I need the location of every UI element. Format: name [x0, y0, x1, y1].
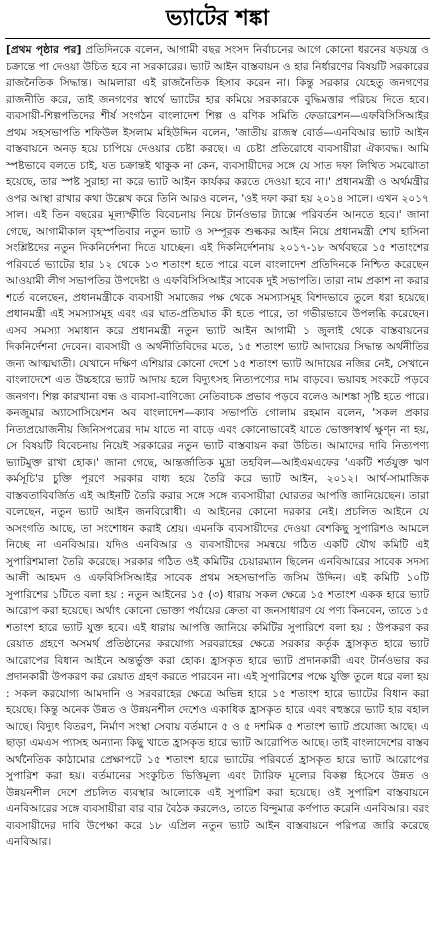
article-body	[6, 42, 429, 938]
continuation-label: [প্রথম পৃষ্ঠার পর]	[6, 44, 82, 56]
article-paragraph	[6, 42, 429, 851]
article-headline: ভ্যাটের শঙ্কা	[166, 6, 269, 31]
article-text: প্রতিদিনকে বলেন, আগামী বছর সংসদ নির্বাচনের আগে কোনো ধরনের ষড়যন্ত্র ও চক্রান্তে পা দেওয়া উচিত হবে না সরকারের। ভ্যাট আইন বাস্তবায়ন ও হার নির্ধারণের বিষয়টি সরকারের রাজনৈতিক সিদ্ধান্ত। আমলারা এই রাজনৈতিক হিসাব করেন না। কিন্তু সরকার যেহেতু জনগণের রাজনীতি করে, তাই জনগণের স্বার্থে ভ্যাটের হার কমিয়ে সরকারকে বুদ্ধিমত্তার পরিচয় দিতে হবে। ব্যবসায়ী-শিল্পপতিদের শীর্ষ সংগঠন বাংলাদেশ শিল্প ও বণিক সমিতি ফেডারেশন—এফবিসিসিআইর প্রথম সহসভাপতি শফিউল ইসলাম মহিউদ্দিন বলেন, 'জাতীয় রাজস্ব বোর্ড—এনবিআর ভ্যাট আইন বাস্তবায়নে অনড় হয়ে চাপিয়ে দেওয়ার চেষ্টা করছে। এ চেষ্টা প্রতিরোধে ব্যবসায়ীরা ঐক্যবদ্ধ। আমি স্পষ্টভাবে বলতে চাই, যত চক্রান্তই থাকুক না কেন, ব্যবসায়ীদের সঙ্গে যে সাত দফা লিখিত সমঝোতা হয়েছে, তার স্পষ্ট সুরাহা না করে ভ্যাট আইন কার্যকর করতে দেওয়া হবে না।' প্রধানমন্ত্রী ও অর্থমন্ত্রীর ওপর আস্থা রাখার কথা উল্লেখ করে তিনি আরও বলেন, 'ওই দফা করা হয় ২০১৪ সালে। এখন ২০১৭ সাল। এই তিন বছরের মূল্যস্ফীতি বিবেচনায় নিয়ে টার্নওভার ট্যাক্সে পরিবর্তন আনতে হবে।' জানা গেছে, আগামীকাল বৃহস্পতিবার নতুন ভ্যাট ও সম্পূরক শুল্ককর আইন নিয়ে প্রধানমন্ত্রী শেখ হাসিনা সংশ্লিষ্টদের নতুন দিকনির্দেশনা দিতে যাচ্ছেন। এই দিকনির্দেশনায় ২০১৭-১৮ অর্থবছরে ১৫ শতাংশের পরিবর্তে ভ্যাটের হার ১২ থেকে ১৩ শতাংশ হতে পারে বলে বাংলাদেশ প্রতিদিনকে নিশ্চিত করেছেন আওয়ামী লীগ সভাপতির উপদেষ্টা ও এফবিসিসিআইর সাবেক দুই সভাপতি। তারা নাম প্রকাশ না করার শর্তে বলেছেন, প্রধানমন্ত্রীকে ব্যবসায়ী সমাজের পক্ষ থেকে সমস্যাসমূহ বিশদভাবে তুলে ধরা হয়েছে। প্রধানমন্ত্রী এই সমস্যাসমূহ এবং এর ঘাত-প্রতিঘাত কী হতে পারে, তা গভীরভাবে উপলব্ধি করেছেন। এসব সমস্যা সমাধান করে প্রধানমন্ত্রী নতুন ভ্যাট আইন আগামী ১ জুলাই থেকে বাস্তবায়নের দিকনির্দেশনা দেবেন। ব্যবসায়ী ও অর্থনীতিবিদের মতে, ১৫ শতাংশ ভ্যাট আদায়ের সিদ্ধান্ত অর্থনীতির জন্য আত্মঘাতী। যেখানে দক্ষিণ এশিয়ার কোনো দেশে ১৫ শতাংশ ভ্যাট আদায়ের নজির নেই, সেখানে বাংলাদেশে এত উচ্চহারে ভ্যাট আদায় হলে বিদ্যুৎসহ নিত্যপণ্যের দাম বাড়বে। ভয়াবহ সংকটে পড়বে জনগণ। শিল্প কারখানা বন্ধ ও ব্যবসা-বাণিজ্যে নেতিবাচক প্রভাব পড়বে বলেও আশঙ্কা সৃষ্টি হতে পারে। কনজুমার অ্যাসোসিয়েশন অব বাংলাদেশ—ক্যাব সভাপতি গোলাম রহমান বলেন, 'সকল প্রকার নিত্যপ্রয়োজনীয় জিনিসপত্রের দাম যাতে না বাড়ে এবং কোনোভাবেই যাতে ভোক্তাস্বার্থ ক্ষুণ্ন না হয়, সে বিষয়টি বিবেচনায় নিয়েই সরকারের নতুন ভ্যাট বাস্তবায়ন করা উচিত। আমাদের দাবি নিত্যপণ্য ভ্যাটমুক্ত রাখা হোক।' জানা গেছে, আন্তর্জাতিক মুদ্রা তহবিল—আইএমএফের 'একটি শর্তযুক্ত ঋণ কর্মসূচি'র চুক্তি পূরণে সরকার বাধ্য হয়ে তৈরি করে ভ্যাট আইন, ২০১২। আর্থ-সামাজিক বাস্তবতাবিবর্জিত এই আইনটি তৈরি করার সঙ্গে সঙ্গে ব্যবসায়ীরা ঘোরতর আপত্তি জানিয়েছেন। তারা বলেছেন, নতুন ভ্যাট আইন জনবিরোধী। এ আইনের কোনো দরকার নেই। প্রচলিত আইনে যে অসংগতি আছে, তা সংশোধন করাই শ্রেয়। এমনকি ব্যবসায়ীদের দেওয়া বেশকিছু সুপারিশও আমলে নিচ্ছে না এনবিআর। যদিও এনবিআর ও ব্যবসায়ীদের সমন্বয়ে গঠিত একটি যৌথ কমিটি এই সুপারিশমালা তৈরি করেছে। সরকার গঠিত ওই কমিটির চেয়ারম্যান ছিলেন এনবিআরের সাবেক সদস্য আলী আহমদ ও এফবিসিসিআইর সাবেক প্রথম সহসভাপতি জসিম উদ্দিন। এই কমিটি ১০টি সুপারিশের ১টিতে বলা হয় : নতুন আইনের ১৫ (৩) ধারায় সকল ক্ষেত্রে ১৫ শতাংশ একক হারে ভ্যাট আরোপ করা হয়েছে। অর্থাৎ কোনো ভোক্তা পর্যায়ের ক্রেতা বা জনসাধারণ যে পণ্য কিনবেন, তাতে ১৫ শতাংশ হারে ভ্যাট যুক্ত হবে। এই ধারায় আপত্তি জানিয়ে কমিটির সুপারিশে বলা হয় : উপকরণ কর রেয়াত গ্রহণে অসমর্থ প্রতিষ্ঠানের করযোগ্য সরবরাহের ক্ষেত্রে সরকার কর্তৃক হ্রাসকৃত হারে ভ্যাট আরোপের বিধান আইনে অন্তর্ভুক্ত করা হোক। হ্রাসকৃত হারে ভ্যাট প্রদানকারী এবং টার্নওভার কর প্রদানকারী উপকরণ কর রেয়াত গ্রহণ করতে পারবেন না। এই সুপারিশের পক্ষে যুক্তি তুলে ধরে বলা হয় : সকল করযোগ্য আমদানি ও সরবরাহের ক্ষেত্রে অভিন্ন হারে ১৫ শতাংশ হারে ভ্যাটের বিধান করা হয়েছে। কিন্তু অনেক উন্নত ও উন্নয়নশীল দেশেও একাধিক হ্রাসকৃত হারে এবং বহুস্তরে ভ্যাট হার বহাল আছে। বিদ্যুৎ বিতরণ, নির্মাণ সংস্থা সেবায় বর্তমানে ৫ ও ৫ দশমিক ৫ শতাংশ ভ্যাট প্রযোজ্য আছে। এ ছাড়া এমএস প্যাসহ অন্যান্য কিছু খাতে হ্রাসকৃত হারে ভ্যাট আরোপিত আছে। তাই বাংলাদেশের বাস্তব অর্থনৈতিক কাঠামোর প্রেক্ষাপটে ১৫ শতাংশ হারে ভ্যাটের পরিবর্তে হ্রাসকৃত হারে ভ্যাট আরোপের সুপারিশ করা হয়। বর্তমানের সংকুচিত ভিত্তিমূল্য এবং ট্যারিফ মূল্যের বিকল্প হিসেবে উন্নত ও উন্নয়নশীল দেশে প্রচলিত ব্যবস্থার আলোকে এই সুপারিশ করা হয়েছে। ওই সুপারিশ বাস্তবায়নে এনবিআরের সঙ্গে ব্যবসায়ীরা বার বার বৈঠক করলেও, তাতে বিন্দুমাত্র কর্ণপাত করেনি এনবিআর। বরং ব্যবসায়ীদের দাবি উপেক্ষা করে ১৮ এপ্রিল নতুন ভ্যাট আইন বাস্তবায়নে পরিপত্র জারি করেছে এনবিআর।	[6, 44, 429, 848]
headline-divider	[5, 38, 430, 39]
